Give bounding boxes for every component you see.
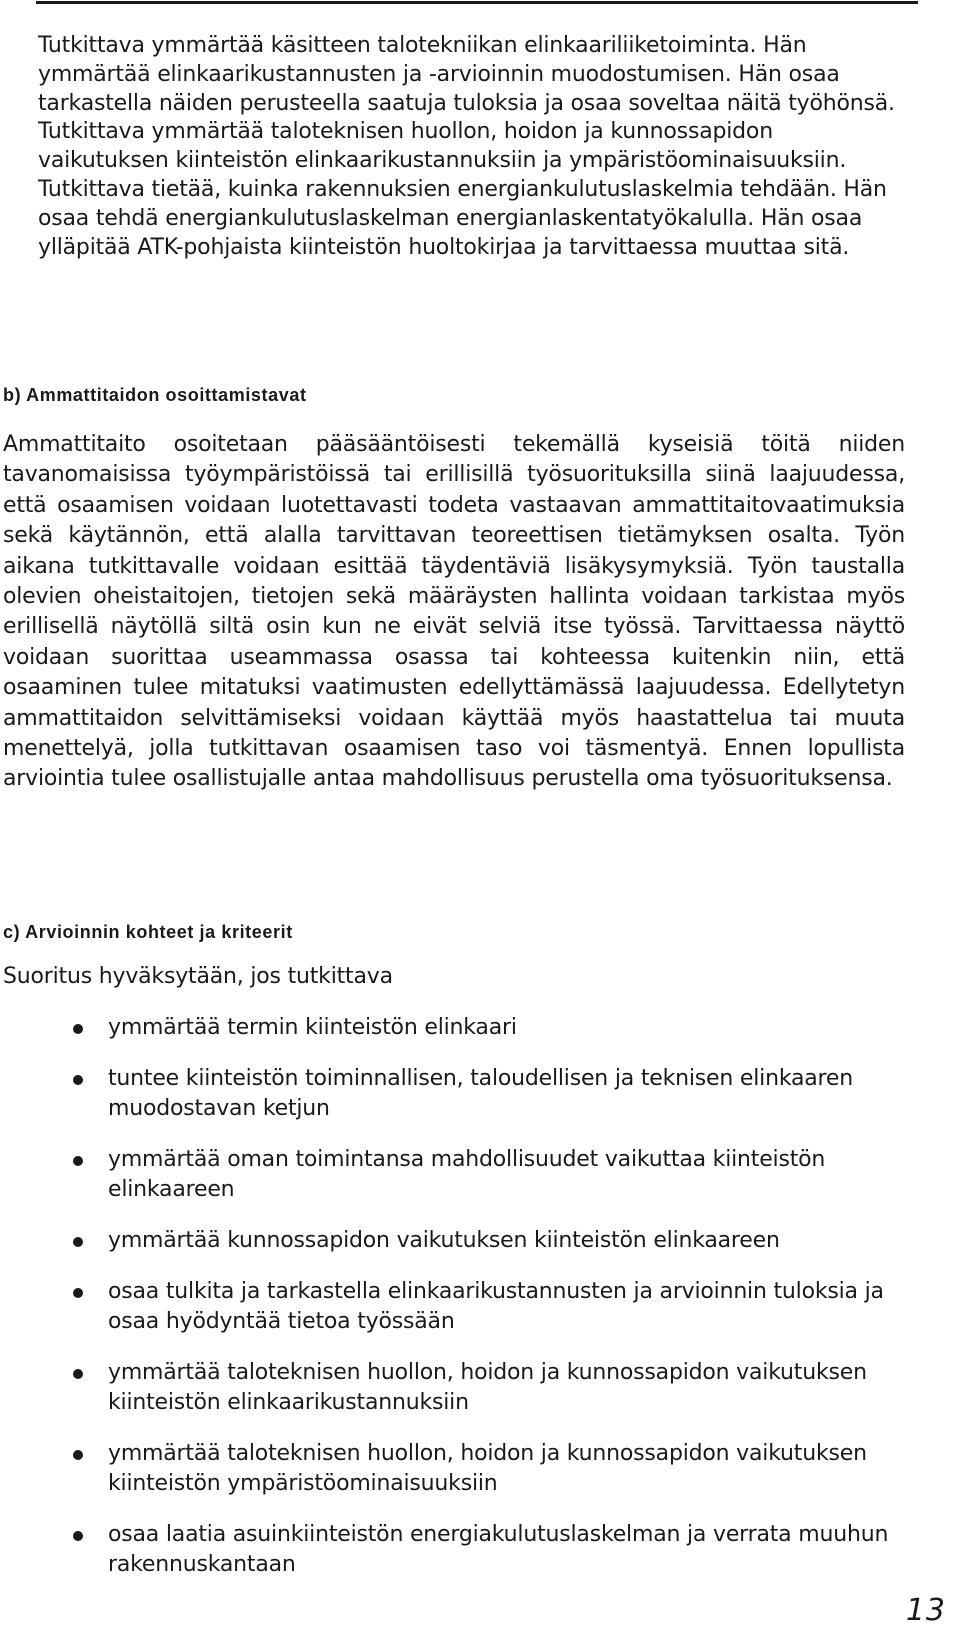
section-c-lead: Suoritus hyväksytään, jos tutkittava — [3, 964, 393, 989]
list-item: osaa tulkita ja tarkastella elinkaarikustannusten ja arvioinnin tuloksia ja osaa hyödyntää tietoa työssään — [0, 1277, 900, 1337]
list-item: osaa laatia asuinkiinteistön energiakulutuslaskelman ja verrata muuhun rakennuskantaan — [0, 1520, 900, 1580]
list-item: ymmärtää taloteknisen huollon, hoidon ja kunnossapidon vaikutuksen kiinteistön elinkaarikustannuksiin — [0, 1358, 900, 1418]
list-item: ymmärtää oman toimintansa mahdollisuudet vaikuttaa kiinteistön elinkaareen — [0, 1145, 900, 1205]
section-b-heading: b) Ammattitaidon osoittamistavat — [3, 385, 307, 405]
section-b-paragraph: Ammattitaito osoitetaan pääsääntöisesti tekemällä kyseisiä töitä niiden tavanomaisissa työympäristöissä tai erillisillä työsuorituksilla siinä laajuudessa, että osaamisen voidaan luotettavasti todeta vastaavan ammattitaitovaatimuksia sekä käytännön, että alalla tarvittavan teoreettisen tietämyksen osalta. Työn aikana tutkittavalle voidaan esittää täydentäviä lisäkysymyksiä. Työn taustalla olevien oheistaitojen, tietojen sekä määräysten hallinta voidaan tarkistaa myös erillisellä näytöllä siltä osin kun ne eivät selviä itse työssä. Tarvittaessa näyttö voidaan suorittaa useammassa osassa tai kohteessa kuitenkin niin, että osaaminen tulee mitatuksi vaatimusten edellyttämässä laajuudessa. Edellytetyn ammattitaidon selvittämiseksi voidaan käyttää myös haastattelua tai muuta menettelyä, jolla tutkittavan osaamisen taso voi täsmentyä. Ennen lopullista arviointia tulee osallistujalle antaa mahdollisuus perustella oma työsuorituksensa. — [3, 432, 905, 792]
list-item: ymmärtää termin kiinteistön elinkaari — [0, 1013, 900, 1043]
list-item: ymmärtää taloteknisen huollon, hoidon ja kunnossapidon vaikutuksen kiinteistön ympäristöominaisuuksiin — [0, 1439, 900, 1499]
criteria-list — [0, 1013, 900, 1601]
page-number: 13 — [905, 1593, 946, 1628]
top-rule — [36, 1, 918, 4]
section-c-heading: c) Arvioinnin kohteet ja kriteerit — [3, 922, 293, 942]
list-item: ymmärtää kunnossapidon vaikutuksen kiinteistön elinkaareen — [0, 1226, 900, 1256]
intro-paragraph: Tutkittava ymmärtää käsitteen talotekniikan elinkaariliiketoiminta. Hän ymmärtää elinkaarikustannusten ja -arvioinnin muodostumisen. Hän osaa tarkastella näiden perusteella saatuja tuloksia ja osaa soveltaa näitä työhönsä. Tutkittava ymmärtää taloteknisen huollon, hoidon ja kunnossapidon vaikutuksen kiinteistön elinkaarikustannuksiin ja ympäristöominaisuuksiin. Tutkittava tietää, kuinka rakennuksien energiankulutuslaskelmia tehdään. Hän osaa tehdä energiankulutuslaskelman energianlaskentatyökalulla. Hän osaa ylläpitää ATK-pohjaista kiinteistön huoltokirjaa ja tarvittaessa muuttaa sitä. — [38, 33, 895, 260]
list-item: tuntee kiinteistön toiminnallisen, taloudellisen ja teknisen elinkaaren muodostavan ketjun — [0, 1064, 900, 1124]
